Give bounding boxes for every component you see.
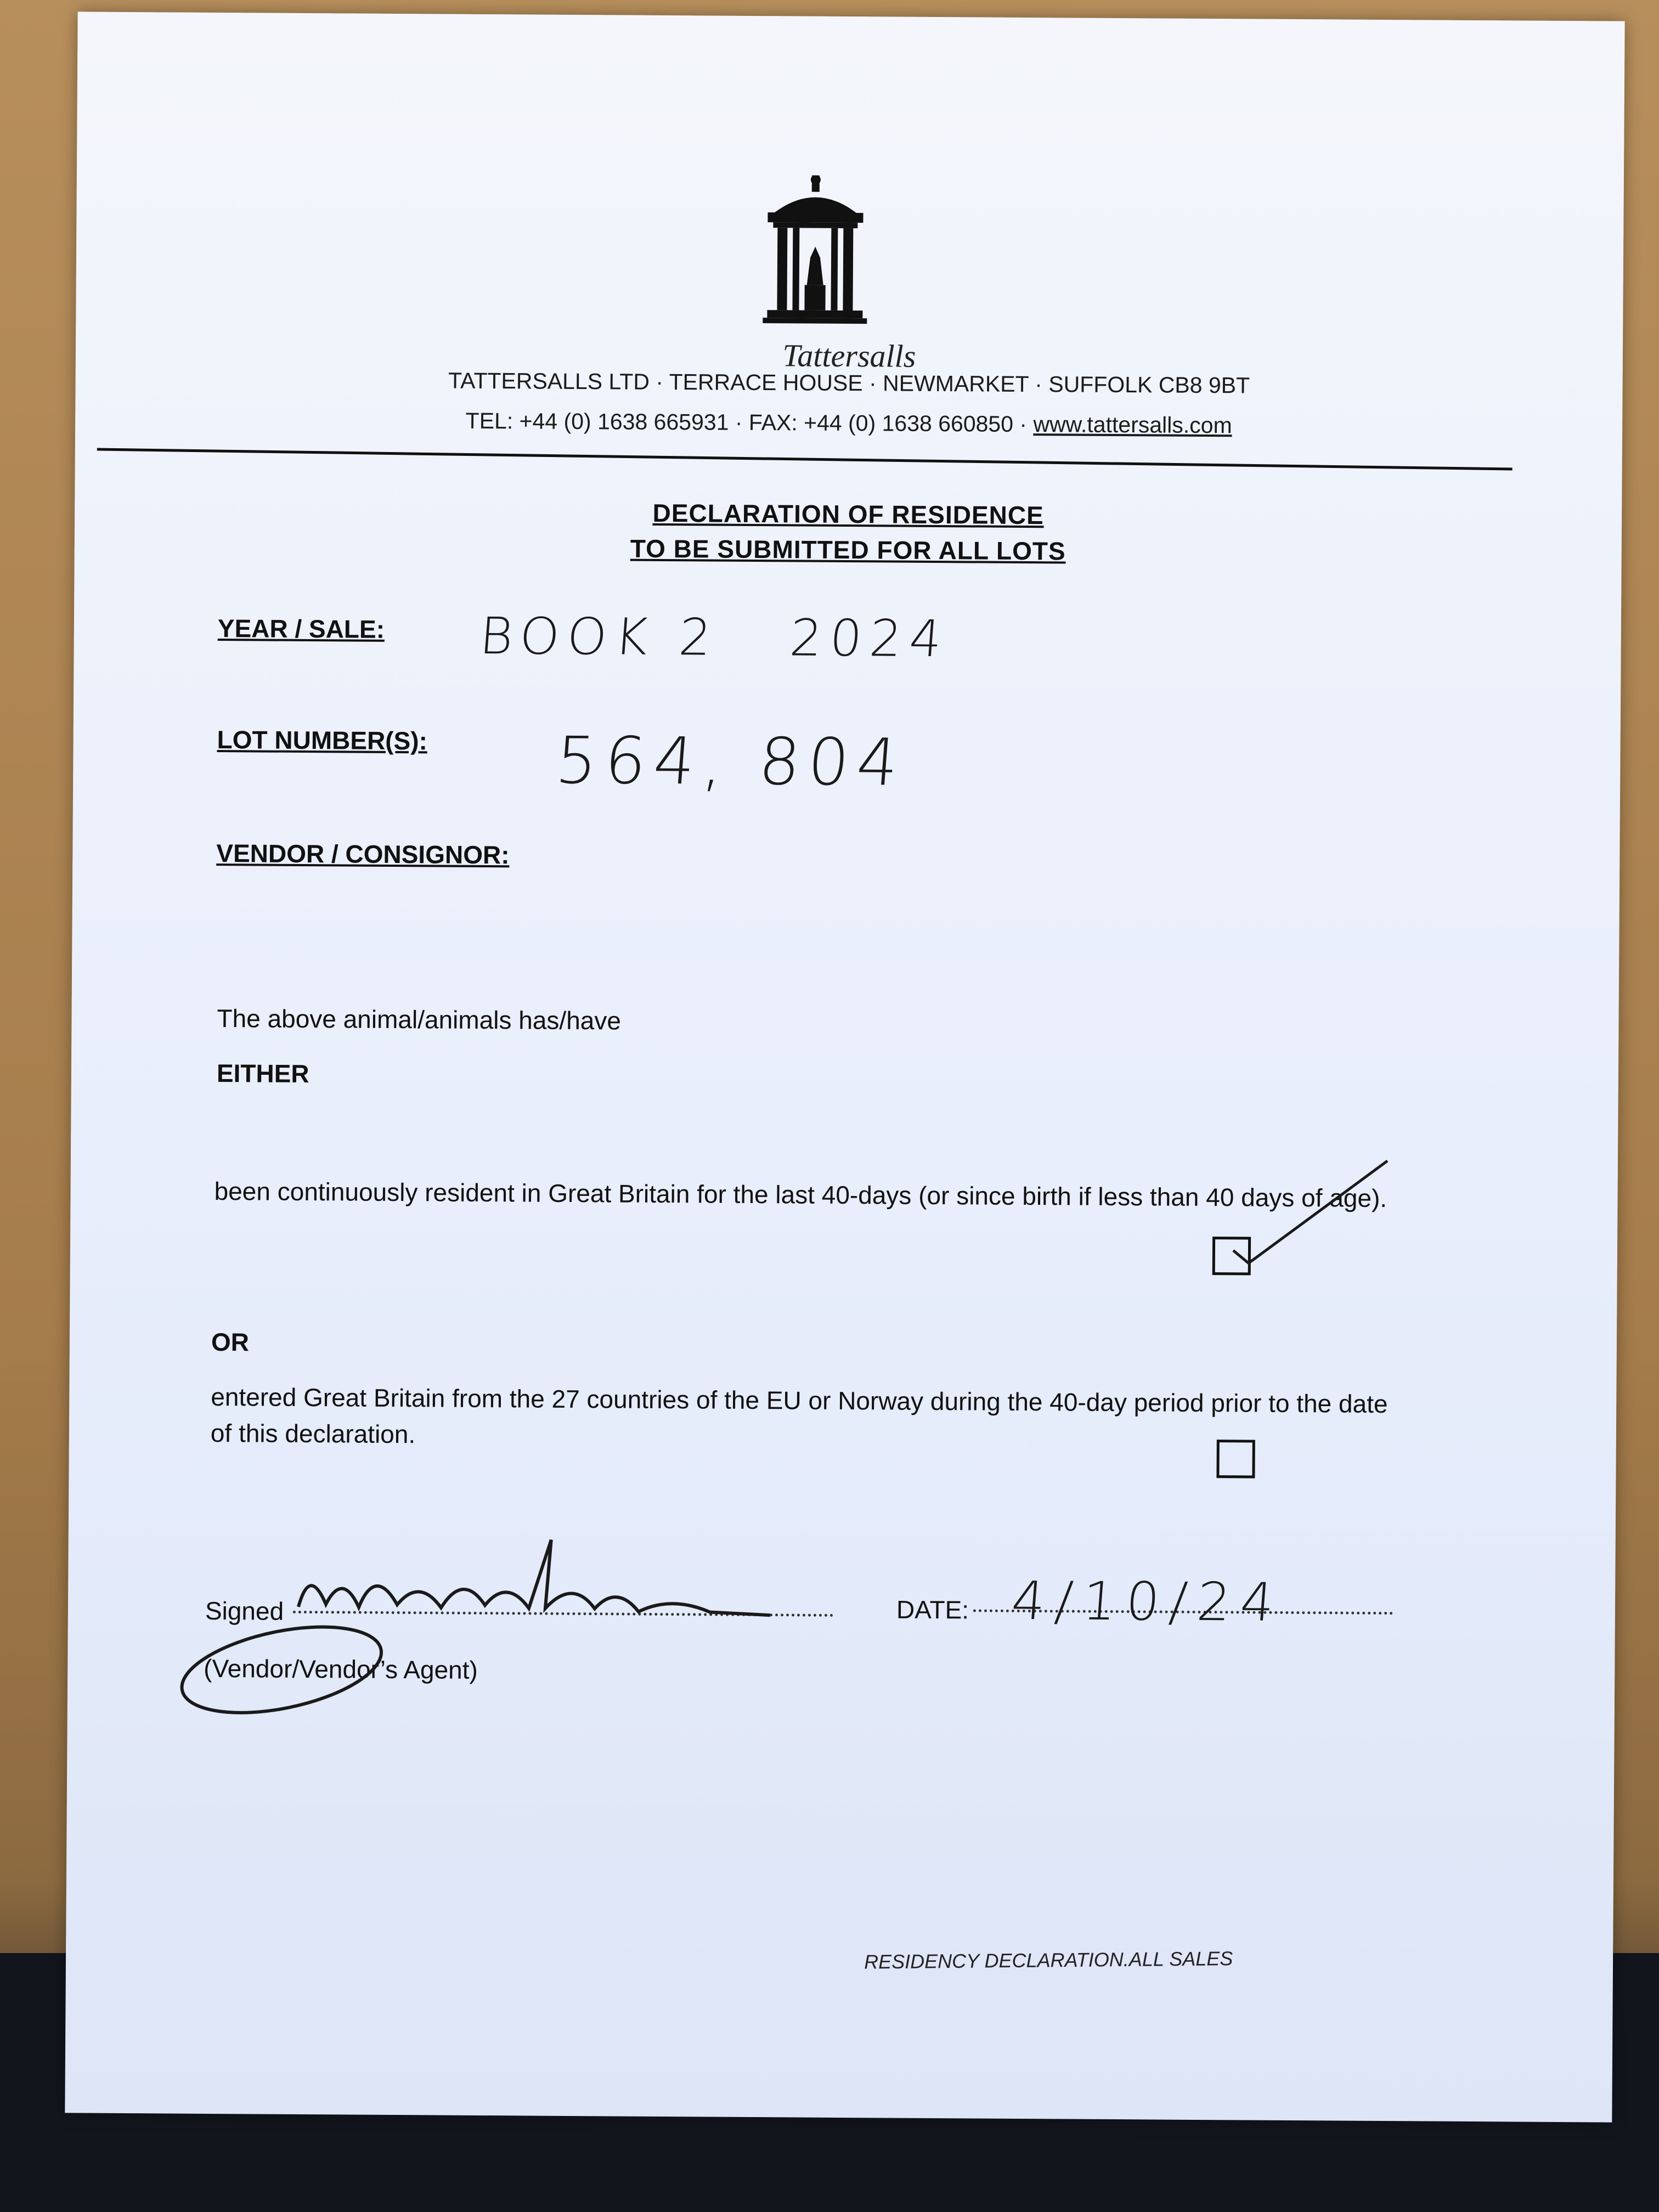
signed-label: Signed [205,1596,284,1626]
header-divider [97,448,1513,471]
form-title: DECLARATION OF RESIDENCE [652,498,1044,530]
or-label: OR [211,1327,250,1357]
date-label: DATE: [896,1595,969,1624]
option-resident-text: been continuously resident in Great Britain for the last 40-days (or since birth if less than 40 days of age). [214,1176,1387,1213]
year-sale-label: YEAR / SALE: [217,614,385,644]
option-eu-entry-checkbox[interactable] [1216,1440,1255,1478]
option-resident-checkbox[interactable] [1212,1237,1251,1275]
contact-line [75,405,1622,441]
year-sale-field[interactable]: BOOK 2 2024 [477,606,952,669]
signature-scribble [298,1538,771,1615]
lot-numbers-label: LOT NUMBER(S): [217,725,428,755]
form-subtitle: TO BE SUBMITTED FOR ALL LOTS [630,534,1066,566]
option-eu-entry-text: entered Great Britain from the 27 countries of the EU or Norway during the 40-day period prior to the date of this declaration. [210,1382,1388,1449]
brand-name: Tattersalls [782,337,916,374]
declaration-intro: The above animal/animals has/have [217,1004,622,1035]
website-link[interactable]: www.tattersalls.com [1033,411,1232,438]
form-reference: RESIDENCY DECLARATION.ALL SALES [864,1947,1233,1973]
lot-numbers-field[interactable]: 564, 804 [553,722,909,800]
signature-line[interactable] [293,1611,833,1617]
date-field[interactable]: 4/10/24 [1009,1570,1286,1633]
company-address: TATTERSALLS LTD · TERRACE HOUSE · NEWMARKET · SUFFOLK CB8 9BT [448,368,1250,398]
rotunda-statue-icon [734,175,900,341]
signer-role: (Vendor/Vendor’s Agent) [204,1654,478,1684]
declaration-form-sheet [65,12,1624,2122]
vendor-consignor-label: VENDOR / CONSIGNOR: [216,838,510,870]
either-label: EITHER [216,1059,309,1088]
phone-fax: TEL: +44 (0) 1638 665931 · FAX: +44 (0) 1638 660850 · [465,408,1034,437]
